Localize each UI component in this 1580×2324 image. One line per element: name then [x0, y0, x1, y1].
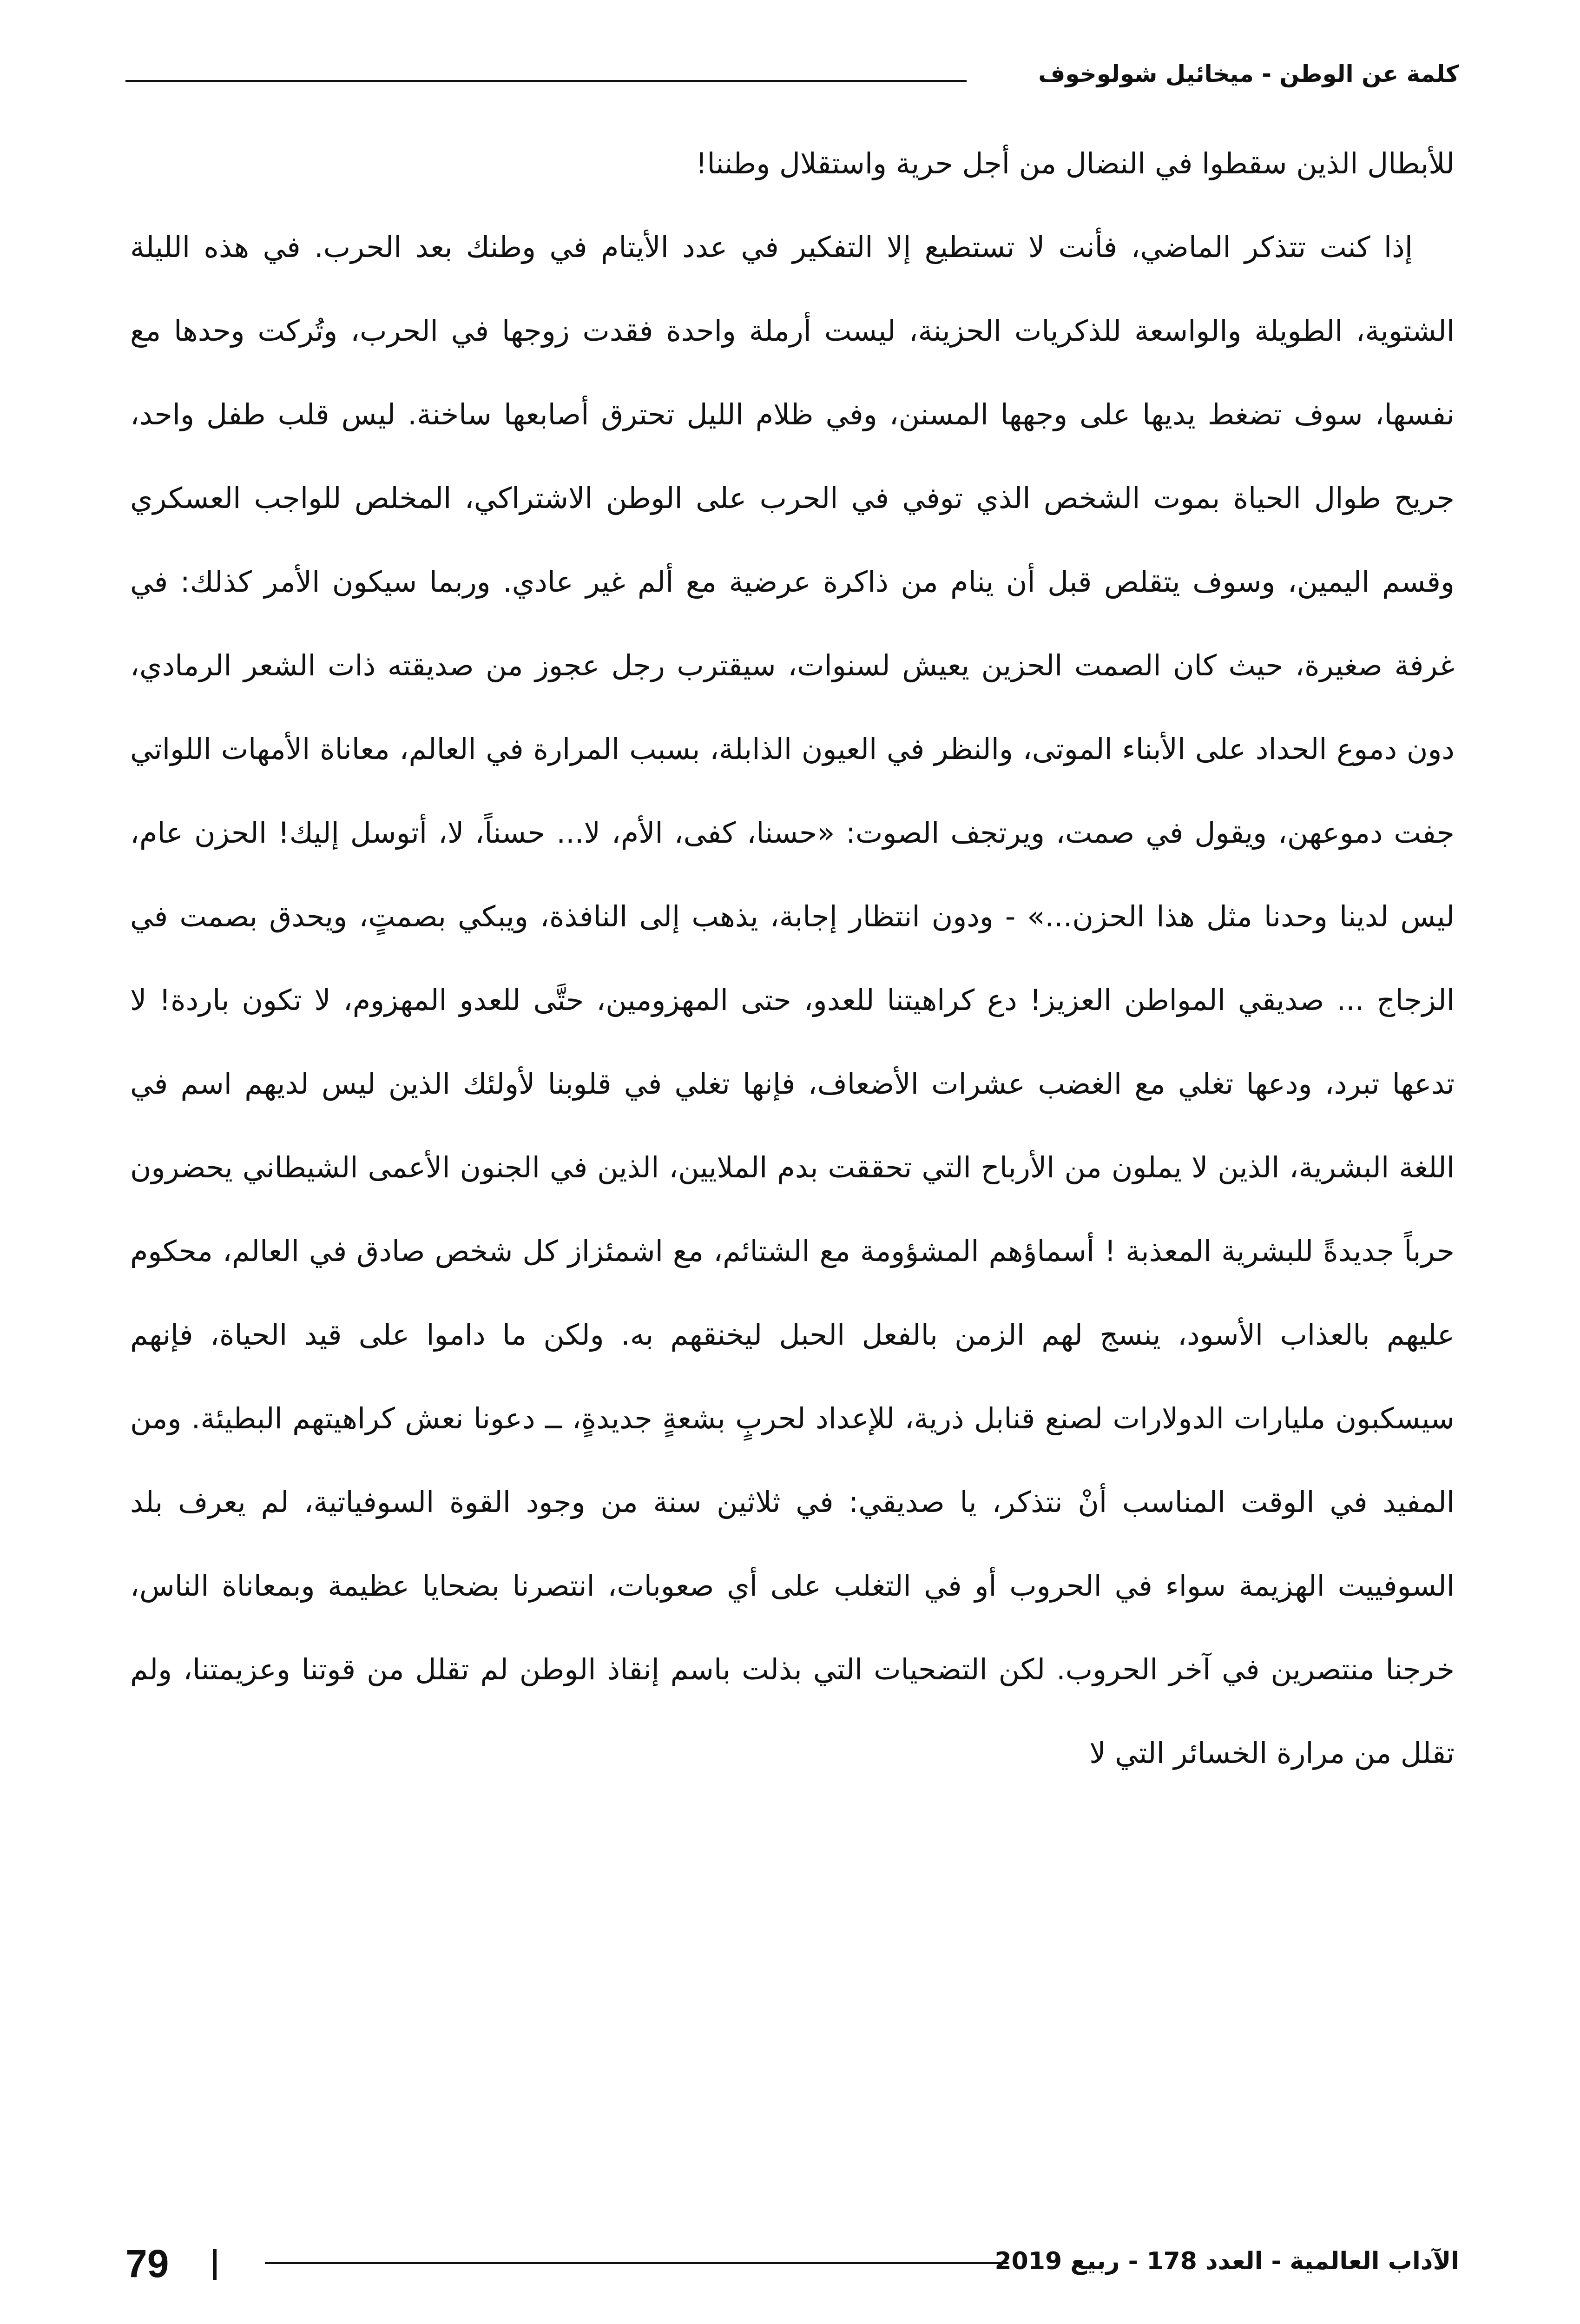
page-footer — [125, 2238, 1459, 2289]
article-body — [130, 122, 1455, 1795]
paragraph-1: للأبطال الذين سقطوا في النضال من أجل حرية واستقلال وطننا! — [695, 146, 1455, 180]
page-number: 79 — [125, 2242, 169, 2285]
footer-rule — [265, 2262, 1008, 2264]
paragraph-2: إذا كنت تتذكر الماضي، فأنت لا تستطيع إلا التفكير في عدد الأيتام في وطنك بعد الحرب. في هذه الليلة الشتوية، الطويلة والواسعة للذكريات الحزينة، ليست أرملة واحدة فقدت زوجها في الحرب، وتُركت وحدها مع نفسها، سوف تضغط يديها على وجهها المسنن، وفي ظلام الليل تحترق أصابعها ساخنة. ليس قلب طفل واحد، جريح طوال الحياة بموت الشخص الذي توفي في الحرب على الوطن الاشتراكي، المخلص للواجب العسكري وقسم اليمين، وسوف يتقلص قبل أن ينام من ذاكرة عرضية مع ألم غير عادي. وربما سيكون الأمر كذلك: في غرفة صغيرة، حيث كان الصمت الحزين يعيش لسنوات، سيقترب رجل عجوز من صديقته ذات الشعر الرمادي، دون دموع الحداد على الأبناء الموتى، والنظر في العيون الذابلة، بسبب المرارة في العالم، معاناة الأمهات اللواتي جفت دموعهن، ويقول في صمت، ويرتجف الصوت: «حسنا، كفى، الأم، لا... حسناً، لا، أتوسل إليك! الحزن عام، ليس لدينا وحدنا مثل هذا الحزن...» - ودون انتظار إجابة، يذهب إلى النافذة، ويبكي بصمتٍ، ويحدق بصمت في الزجاج ... صديقي المواطن العزيز! دع كراهيتنا للعدو، حتى المهزومين، حتَّى للعدو المهزوم، لا تكون باردة! لا تدعها تبرد، ودعها تغلي مع الغضب عشرات الأضعاف، فإنها تغلي في قلوبنا لأولئك الذين ليس لديهم اسم في اللغة البشرية، الذين لا يملون من الأرباح التي تحققت بدم الملايين، الذين في الجنون الأعمى الشيطاني يحضرون حرباً جديدةً للبشرية المعذبة ! أسماؤهم المشؤومة مع الشتائم، مع اشمئزاز كل شخص صادق في العالم، محكوم عليهم بالعذاب الأسود، ينسج لهم الزمن بالفعل الحبل ليخنقهم به. ولكن ما داموا على قيد الحياة، فإنهم سيسكبون مليارات الدولارات لصنع قنابل ذرية، للإعداد لحربٍ بشعةٍ جديدةٍ، ــ دعونا نعش كراهيتهم البطيئة. ومن المفيد في الوقت المناسب أنْ نتذكر، يا صديقي: في ثلاثين سنة من وجود القوة السوفياتية، لم يعرف بلد السوفييت الهزيمة سواء في الحروب أو في التغلب على أي صعوبات، انتصرنا بضحايا عظيمة وبمعاناة الناس، خرجنا منتصرين في آخر الحروب. لكن التضحيات التي بذلت باسم إنقاذ الوطن لم تقلل من قوتنا وعزيمتنا، ولم تقلل من مرارة الخسائر التي لا — [130, 230, 1455, 1770]
article-title: كلمة عن الوطن - ميخائيل شولوخوف — [1038, 60, 1459, 87]
journal-issue: الآداب العالمية - العدد 178 - ربيع 2019 — [994, 2247, 1459, 2275]
running-header — [125, 51, 1459, 107]
footer-separator — [213, 2249, 217, 2280]
header-rule — [125, 80, 967, 82]
